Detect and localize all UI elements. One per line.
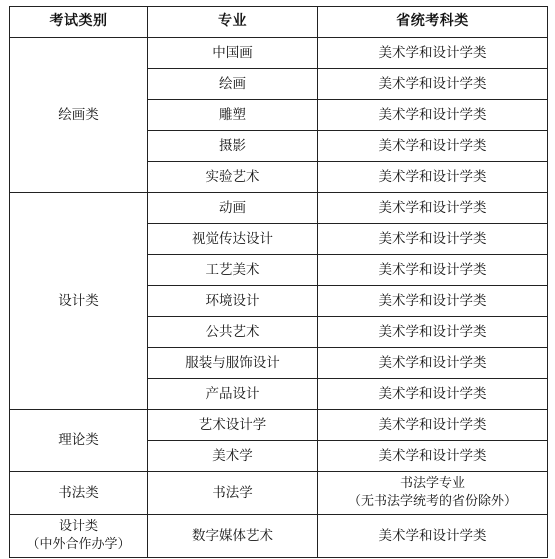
header-category: 考试类别 [10,7,148,38]
subject-cell: 美术学和设计学类 [318,255,548,286]
table-row [10,472,548,515]
table-row [10,410,548,441]
major-cell: 服装与服饰设计 [148,348,318,379]
major-cell: 艺术设计学 [148,410,318,441]
subject-cell: 美术学和设计学类 [318,410,548,441]
subject-cell: 美术学和设计学类 [318,131,548,162]
subject-cell [318,472,548,515]
major-cell: 实验艺术 [148,162,318,193]
header-major: 专业 [148,7,318,38]
majors-table [9,6,548,558]
major-cell: 数字媒体艺术 [148,515,318,558]
category-note: （中外合作办学） [26,537,131,552]
major-cell: 视觉传达设计 [148,224,318,255]
subject-line: 书法学专业 [399,476,465,491]
category-cell: 书法类 [10,472,148,515]
major-cell: 中国画 [148,38,318,69]
major-cell: 工艺美术 [148,255,318,286]
subject-cell: 美术学和设计学类 [318,348,548,379]
subject-cell: 美术学和设计学类 [318,69,548,100]
table-row [10,193,548,224]
subject-cell: 美术学和设计学类 [318,515,548,558]
table-row [10,38,548,69]
subject-cell: 美术学和设计学类 [318,379,548,410]
subject-cell: 美术学和设计学类 [318,162,548,193]
major-cell: 绘画 [148,69,318,100]
header-exam-subject: 省统考科类 [318,7,548,38]
category-cell [10,515,148,558]
subject-cell: 美术学和设计学类 [318,224,548,255]
table-row [10,515,548,558]
major-cell: 雕塑 [148,100,318,131]
subject-note: （无书法学统考的省份除外） [347,494,517,509]
category-cell: 设计类 [10,193,148,410]
subject-cell: 美术学和设计学类 [318,317,548,348]
subject-cell: 美术学和设计学类 [318,286,548,317]
major-cell: 产品设计 [148,379,318,410]
major-cell: 书法学 [148,472,318,515]
category-line: 设计类 [58,519,98,534]
major-cell: 环境设计 [148,286,318,317]
subject-cell: 美术学和设计学类 [318,441,548,472]
subject-cell: 美术学和设计学类 [318,100,548,131]
subject-cell: 美术学和设计学类 [318,193,548,224]
major-cell: 美术学 [148,441,318,472]
subject-cell: 美术学和设计学类 [318,38,548,69]
category-cell: 绘画类 [10,38,148,193]
header-row [10,7,548,38]
major-cell: 公共艺术 [148,317,318,348]
major-cell: 摄影 [148,131,318,162]
major-cell: 动画 [148,193,318,224]
category-cell: 理论类 [10,410,148,472]
